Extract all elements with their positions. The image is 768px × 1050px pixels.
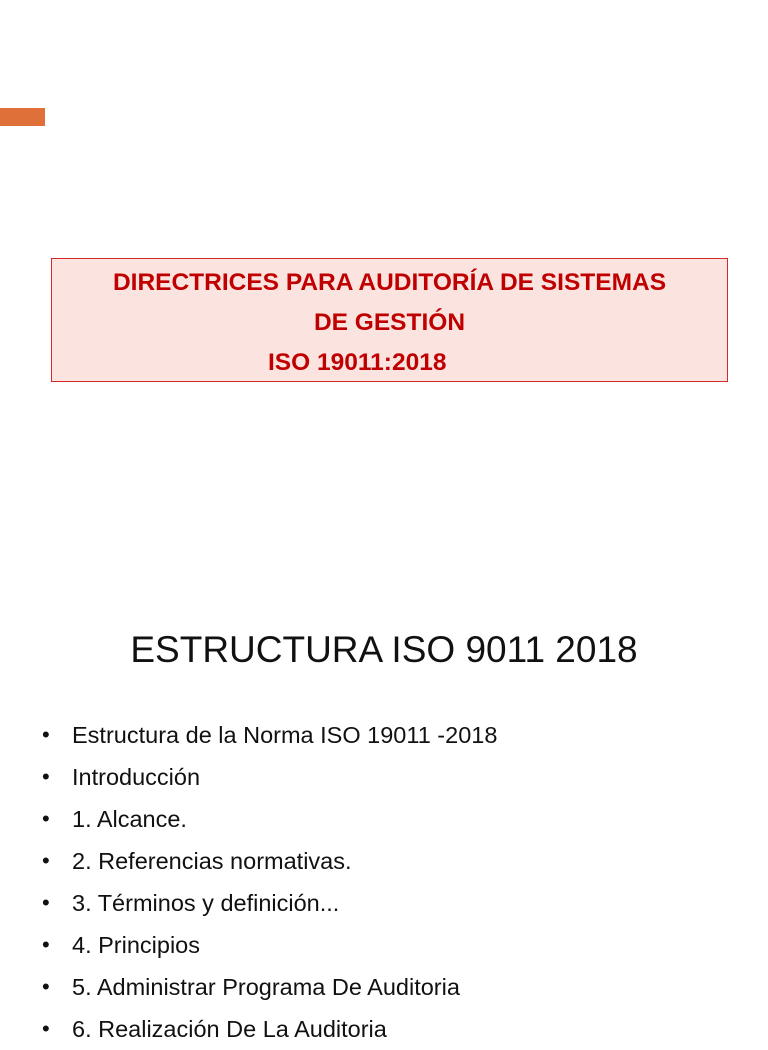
bullet-icon: • bbox=[42, 932, 50, 957]
title-line-3: ISO 19011:2018 bbox=[268, 349, 447, 376]
list-item-text: Introducción bbox=[72, 764, 201, 790]
title-line-2: DE GESTIÓN bbox=[313, 309, 466, 336]
bullet-list bbox=[0, 714, 768, 1050]
list-item-text: 1. Alcance. bbox=[72, 806, 187, 832]
bullet-icon: • bbox=[42, 764, 50, 789]
bullet-icon: • bbox=[42, 890, 50, 915]
list-item-text: 3. Términos y definición... bbox=[72, 890, 340, 916]
list-item-text: 4. Principios bbox=[72, 932, 200, 958]
list-item bbox=[0, 798, 768, 840]
list-item bbox=[0, 966, 768, 1008]
bullet-icon: • bbox=[42, 848, 50, 873]
bullet-icon: • bbox=[42, 722, 50, 747]
bullet-icon: • bbox=[42, 806, 50, 831]
title-line-1: DIRECTRICES PARA AUDITORÍA DE SISTEMAS bbox=[112, 269, 667, 296]
list-item-text: 2. Referencias normativas. bbox=[72, 848, 352, 874]
bullet-icon: • bbox=[42, 974, 50, 999]
list-item bbox=[0, 882, 768, 924]
bullet-icon: • bbox=[42, 1016, 50, 1041]
list-item bbox=[0, 1008, 768, 1050]
section-heading: ESTRUCTURA ISO 9011 2018 bbox=[130, 629, 638, 670]
list-item bbox=[0, 714, 768, 756]
title-box bbox=[51, 258, 728, 382]
list-item bbox=[0, 924, 768, 966]
list-item bbox=[0, 756, 768, 798]
list-item-text: 5. Administrar Programa De Auditoria bbox=[72, 974, 460, 1000]
list-item-text: Estructura de la Norma ISO 19011 -2018 bbox=[72, 722, 498, 748]
list-item bbox=[0, 840, 768, 882]
accent-bar bbox=[0, 108, 45, 126]
list-item-text: 6. Realización De La Auditoria bbox=[72, 1016, 387, 1042]
